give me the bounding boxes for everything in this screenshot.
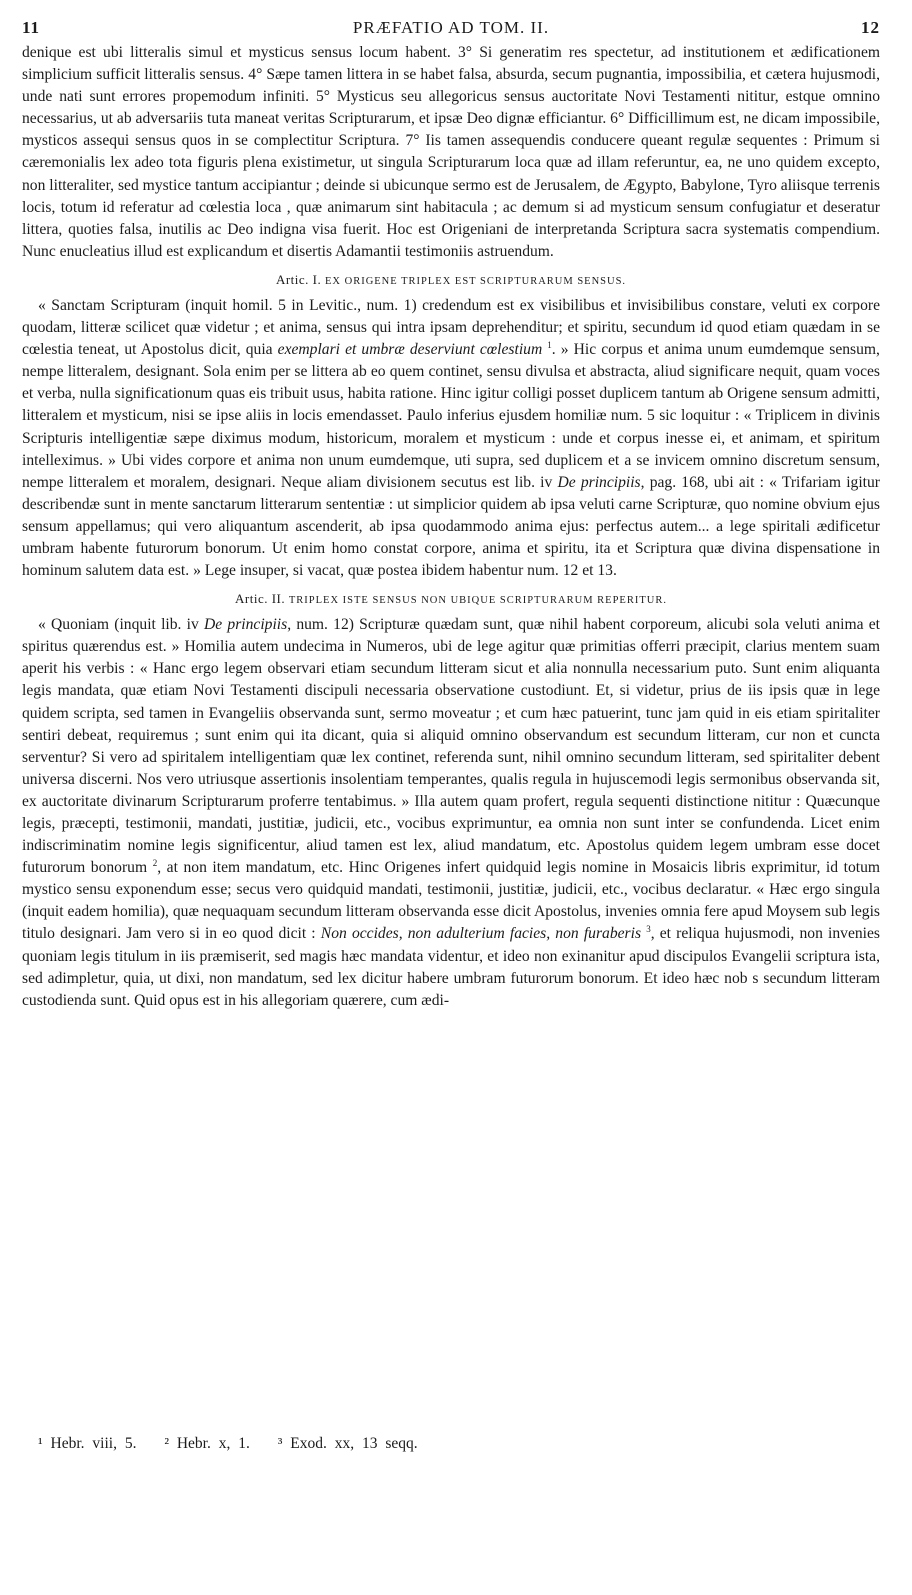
footnotes [38,1435,438,1453]
article-2-label: Artic. II. [235,591,286,607]
book-title-italic: De principiis [204,616,288,634]
article-2-paragraph [22,614,880,1012]
page [22,14,880,1012]
article-1-paragraph [22,295,880,582]
running-head [22,14,880,42]
footnote-ref-3: 3 [646,924,651,935]
footnote-2: ² Hebr. x, 1. [164,1435,250,1452]
footnote-1: ¹ Hebr. viii, 5. [38,1435,137,1452]
intro-paragraph: denique est ubi litteralis simul et mysticus sensus locum habent. 3° Si generatim res spectetur, ad institutionem et ædificationem simplicium sufficit litteralis sensus. 4° Sæpe tamen littera in se habet falsa, absurda, secum pugnantia, impossibilia, et cætera hujusmodi, unde nati sunt errores propemodum infiniti. 5° Mysticus seu allegoricus sensus auctoritate Novi Testamenti nititur, estque omnino necessarius, ut ab adversariis tuta maneat veritas Scripturarum, et ipsæ Deo dignæ efficiantur. 6° Difficillimum est, ne dicam impossibile, mysticos assequi sensus quos in se complectitur Scriptura. 7° Iis tamen assequendis conducere queant regulæ sequentes : Primum si cæremonialis lex adeo tota figuris plena existimetur, ut singula Scripturarum loca quæ ad illam referuntur, ea, ne uno quidem excepto, non litteraliter, sed mystice tantum accipiantur ; deinde si ubicunque sermo est de Jerusalem, de Ægypto, Babylone, Tyro aliisque terrenis locis, totum id referatur ad cœlestia loca , quæ animarum sint habitacula ; ac demum si ad mysticum sensum confugiatur et deseratur littera, quoties falsa, inutilis ac Deo indigna visa fuerit. Hoc est Origeniani de interpretanda Scriptura sacra systematis compendium. Nunc enucleatius illud est explicandum et disertis Adamantii testimoniis astruendum. [22,44,880,260]
page-number-left: 11 [22,18,41,37]
article-1-label: Artic. I. [275,271,322,287]
text-segment: , at non item mandatum, etc. Hinc Origenes infert quidquid legis nomine in Mosaicis libris exprimitur, id totum mystico sensu exponendum esse; secus vero quidquid mandati, testimonii, justitiæ, judicii, etc., vocibus declaratur. « Hæc ergo singula (inquit eadem homilia), quæ nequaquam secundum litteram observanda esse dicit Apostolus, invenies omnia fere apud Moysem sub legis titulo designari. Jam vero si in eo quod dicit : [22,859,881,943]
article-2-heading [22,590,880,610]
article-1-heading [22,271,880,291]
article-2-title: TRIPLEX ISTE SENSUS NON UBIQUE SCRIPTURARUM REPERITUR. [288,595,667,607]
text-segment: , num. 12) Scripturæ quædam sunt, quæ nihil habent corporeum, alicubi sola veluti anima et spiritus quærendus est. » Homilia autem undecima in Numeros, ubi de lege agitur quæ primitias offerri præcipit, clarius mentem suam aperit his verbis : « Hanc ergo legem observari etiam secundum litteram sicut et alia nonnulla necessarium puto. Sunt enim aliquanta legis mandata, quæ etiam Novi Testamenti discipuli necessaria observatione custodiunt. Et, si videtur, prius de iis ipsis quæ in lege quidem scripta, sed tamen in Evangeliis observanda sunt, sermo moveatur ; et cum hæc patuerint, tunc jam quid in eis etiam spiritaliter sentiri debeat, requiremus ; sunt enim qui ita dicant, quia si aliquid omnino observandum est secundum litteram, cur non et cuncta serventur? Si vero ad spiritalem intelligentiam quæ lex continet, referenda sunt, nihil omnino secundum litteram, sed spiritaliter debent universa discerni. Nos vero utriusque assertionis insolentiam temperantes, qualis regula in hujuscemodi legis sermonibus observanda sit, ex auctoritate divinarum Scripturarum proferre tentabimus. » Illa autem quam profert, regula sequenti distinctione nititur : Quæcunque legis, præcepti, testimonii, mandati, justitiæ, judicii, etc., vocibus exprimuntur, ea omnia non sunt inter se confundenda. Licet enim indiscriminatim nomine legis significentur, aliud tamen est lex, aliud mandatum, etc. Apostolus quidem legem umbram esse docet futurorum bonorum [22,616,880,877]
footnote-ref-1: 1 [547,339,552,350]
article-1-title: EX ORIGENE TRIPLEX EST SCRIPTURARUM SENSUS. [324,275,627,287]
footnote-ref-2: 2 [152,858,158,868]
footnote-3: ³ Exod. xx, 13 seqq. [277,1435,418,1452]
running-title: PRÆFATIO AD TOM. II. [352,18,550,37]
page-number-right: 12 [861,18,880,37]
text-segment: , et reliqua hujusmodi, non invenies quoniam legis titulum in iis præmiserit, sed magis hæc mandata videntur, et ideo non exinanitur apud discipulos Evangelii scriptura ista, sed adimpletur, quia, ut dixi, non mandatum, sed lex dicitur habere umbram futurorum bonorum. Et ideo hæc nob s secundum litteram custodienda sunt. Quid opus est in his allegoriam quærere, cum ædi- [22,925,880,1009]
text-segment: « Quoniam (inquit lib. iv [38,616,199,634]
quote-italic: Non occides, non adulterium facies, non furaberis [320,925,642,943]
text-segment: , pag. 168, ubi ait : « Trifariam igitur describendæ sunt in mente sanctarum litterarum sententiæ : ut simplicior quidem ab ipsa veluti carne Scripturæ, quo nomine obvium ejus sensum appellamus; qui vero aliquantum ascenderit, ab ipsa quodammodo anima ejus: perfectus autem... a lege spiritali ædificetur umbram habente futurorum bonorum. Ut enim homo constat corpore, anima et spiritu, ita et Scriptura quæ divina dispensatione in hominum salutem data est. » Lege insuper, si vacat, quæ postea ibidem habentur num. 12 et 13. [22,473,880,580]
quote-italic: exemplari et umbræ deserviunt cœlestium [277,341,543,359]
text-segment: « Sanctam Scripturam (inquit homil. 5 in Levitic., num. 1) credendum est ex visibilibus et invisibilibus constare, veluti ex corpore quodam, litteræ scilicet quæ videtur ; et anima, sensus qui intra ipsam deprehenditur; et spiritu, secundum id quod etiam quædam in se cœlestia teneat, ut Apostolus dicit, quia [22,296,880,359]
book-title-italic: De principiis [557,473,641,491]
text-segment: . » Hic corpus et anima unum eumdemque sensum, nempe litteralem, designant. Sola enim per se littera ab eo quem continet, sensu divulsa et abstracta, aliud significare nequit, quam voces et verba, nulla significationum quas eis tribuit usus, habita ratione. Hinc igitur colligi posset duplicem tantum ab Origene sensum admitti, litteralem et mysticum, nisi se ipse aliis in locis emendasset. Paulo inferius ejusdem homiliæ num. 5 sic loquitur : « Triplicem in divinis Scripturis intelligentiæ sæpe diximus modum, historicum, moralem et mysticum : unde et corpus inesse ei, et animam, et spiritum intelleximus. » Ubi vides corpore et anima non unum eumdemque, uti supra, sed duplicem et a se invicem omnino discretum sensum, nempe litteralem et moralem, designari. Neque aliam divisionem secutus est lib. iv [22,341,880,491]
